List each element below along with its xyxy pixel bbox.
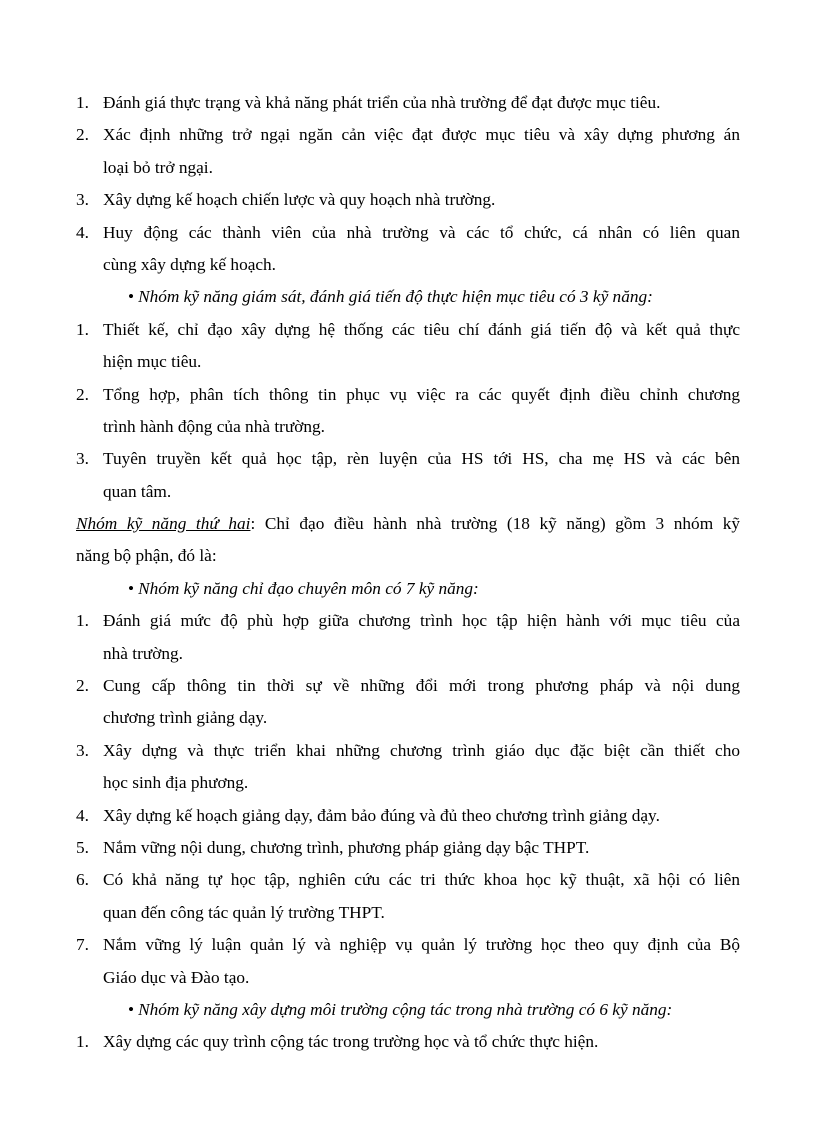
list-item [76,87,740,119]
list-item-continuation: học sinh địa phương. [103,773,249,793]
list-item-number: 5. [76,837,89,857]
list-item-continuation: hiện mục tiêu. [103,352,202,372]
bullet-icon: • [128,287,135,307]
list-item-continuation: nhà trường. [103,643,183,663]
list-item [76,605,740,637]
paragraph-text: : Chỉ đạo điều hành nhà trường (18 kỹ năng) gồm 3 nhóm kỹ [250,514,740,534]
list-item [76,735,740,767]
list-item-text: Tuyên truyền kết quả học tập, rèn luyện của HS tới HS, cha mẹ HS và các bên [103,449,740,469]
list-item-text: Thiết kế, chỉ đạo xây dựng hệ thống các tiêu chí đánh giá tiến độ và kết quả thực [103,319,740,339]
list-item-text: Xây dựng kế hoạch chiến lược và quy hoạch nhà trường. [103,190,496,210]
list-item-number: 1. [76,319,89,339]
list-item-continuation: trình hành động của nhà trường. [103,416,325,436]
list-item [76,800,740,832]
paragraph-line: năng bộ phận, đó là: [76,546,217,566]
list-item [76,443,740,475]
document-body [76,87,740,1059]
list-item [76,184,740,216]
list-item-text: Xây dựng các quy trình cộng tác trong trường học và tổ chức thực hiện. [103,1032,599,1052]
list-item-number: 1. [76,1032,89,1052]
bullet-icon: • [128,999,135,1019]
list-item-number: 1. [76,93,89,112]
list-item [76,670,740,702]
list-item-number: 3. [76,740,89,760]
list-item [76,832,740,864]
list-item-text: Cung cấp thông tin thời sự về những đổi mới trong phương pháp và nội dung [103,676,740,696]
list-item-continuation: chương trình giảng dạy. [103,708,268,728]
list-item-number: 3. [76,190,89,210]
list-item-number: 1. [76,611,89,631]
list-item-continuation: loại bỏ trở ngại. [103,157,213,177]
bullet-icon: • [128,578,135,598]
subgroup-heading [76,573,740,605]
list-item-number: 4. [76,805,89,825]
list-item-continuation: quan đến công tác quản lý trường THPT. [103,902,385,922]
list-item [76,217,740,249]
list-item-text: Có khả năng tự học tập, nghiên cứu các tri thức khoa học kỹ thuật, xã hội có liên [103,870,740,890]
list-item-text: Huy động các thành viên của nhà trường và các tổ chức, cá nhân có liên quan [103,222,740,242]
list-item-text: Xây dựng kế hoạch giảng dạy, đảm bảo đúng và đủ theo chương trình giảng dạy. [103,805,660,825]
list-item-continuation: cùng xây dựng kế hoạch. [103,254,277,274]
list-item [76,379,740,411]
list-item-text: Xây dựng và thực triển khai những chương trình giáo dục đặc biệt cần thiết cho [103,740,740,760]
list-item-continuation: quan tâm. [103,481,172,501]
list-item-text: Tổng hợp, phân tích thông tin phục vụ việc ra các quyết định điều chỉnh chương [103,384,740,404]
list-item-number: 4. [76,222,89,242]
list-item-number: 2. [76,384,89,404]
list-item-text: Xác định những trở ngại ngăn cản việc đạt được mục tiêu và xây dựng phương án [103,125,740,145]
list-item-number: 6. [76,870,89,890]
subgroup-heading-text: Nhóm kỹ năng xây dựng môi trường cộng tác trong nhà trường có 6 kỹ năng: [138,999,673,1019]
list-item-text: Đánh giá thực trạng và khả năng phát triển của nhà trường để đạt được mục tiêu. [103,93,661,112]
subgroup-heading-text: Nhóm kỹ năng chỉ đạo chuyên môn có 7 kỹ năng: [138,578,479,598]
list-item [76,929,740,961]
list-item [76,1026,740,1058]
list-item-text: Nắm vững lý luận quản lý và nghiệp vụ quản lý trường học theo quy định của Bộ [103,935,740,955]
list-item [76,119,740,151]
list-item-number: 2. [76,676,89,696]
subgroup-heading-text: Nhóm kỹ năng giám sát, đánh giá tiến độ thực hiện mục tiêu có 3 kỹ năng: [138,287,653,307]
list-item [76,314,740,346]
subgroup-heading [76,281,740,313]
list-item-text: Đánh giá mức độ phù hợp giữa chương trình học tập hiện hành với mục tiêu của [103,611,740,631]
group-heading: Nhóm kỹ năng thứ hai [76,514,251,534]
list-item-number: 3. [76,449,89,469]
list-item-continuation: Giáo dục và Đào tạo. [103,967,250,987]
paragraph-line [76,508,740,540]
list-item-number: 2. [76,125,89,145]
subgroup-heading [76,994,740,1026]
list-item-number: 7. [76,935,89,955]
list-item [76,864,740,896]
list-item-text: Nắm vững nội dung, chương trình, phương pháp giảng dạy bậc THPT. [103,837,590,857]
